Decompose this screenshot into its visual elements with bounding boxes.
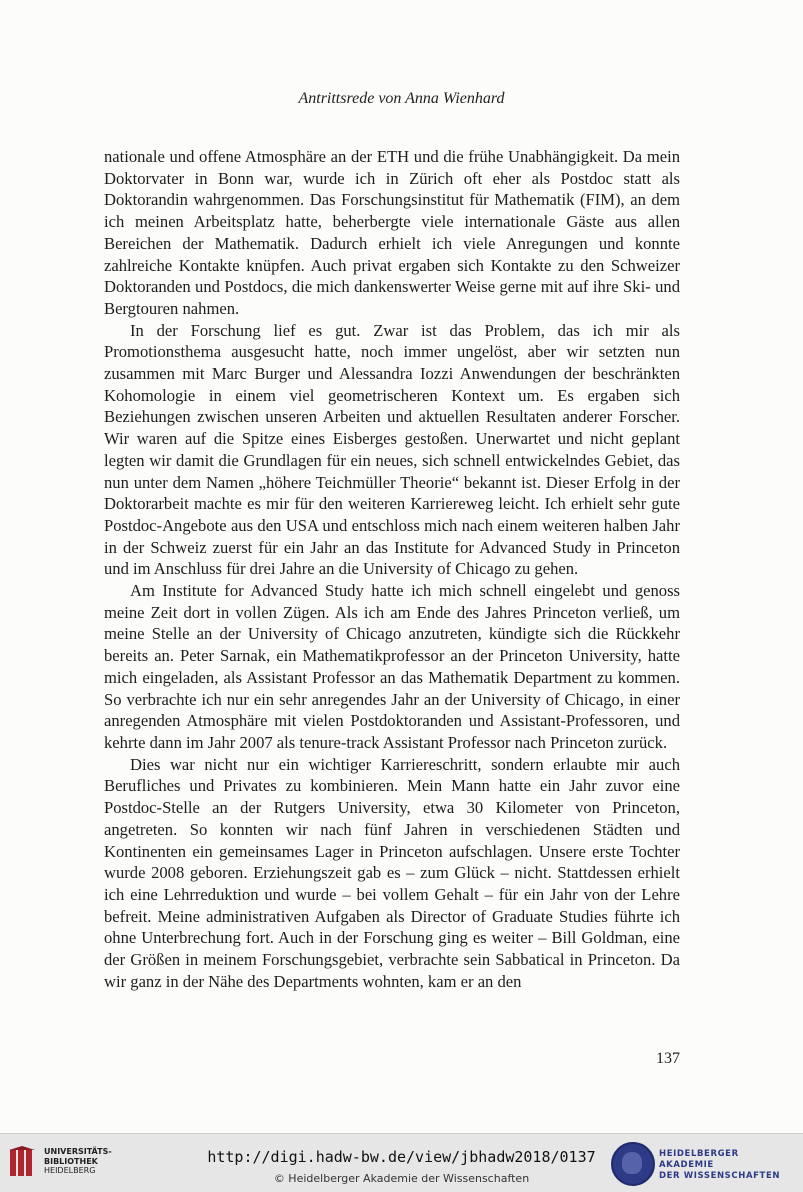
paragraph-1: nationale und offene Atmosphäre an der ETH und die frühe Unabhängigkeit. Da mein Doktorvater in Bonn war, wurde ich in Zürich oft eher als Postdoc statt als Doktorandin wahrgenommen. Das Forschungsinstitut für Mathematik (FIM), an dem ich meinen Arbeitsplatz hatte, beherbergte viele internationale Gäste aus allen Bereichen der Mathematik. Dadurch erhielt ich viele Anregungen und konnte zahlreiche Kontakte knüpfen. Auch privat ergaben sich Kontakte zu den Schweizer Doktoranden und Postdocs, die mich dankenswerter Weise gerne mit auf ihre Ski- und Bergtouren nahmen. — [104, 147, 680, 318]
running-head: Antrittsrede von Anna Wienhard — [298, 90, 505, 107]
hadw-logo[interactable] — [607, 1140, 797, 1186]
body-text — [104, 146, 680, 992]
paragraph-3: Am Institute for Advanced Study hatte ich mich schnell eingelebt und genoss meine Zeit dort in vollen Zügen. Als ich am Ende des Jahres Princeton verließ, um meine Stelle an der University of Chicago anzutreten, kündigte sich die Rückkehr bereits an. Peter Sarnak, ein Mathematikprofessor an der Princeton University, hatte mich eingeladen, als Assistant Professor an das Mathematik Department zu kommen. So verbrachte ich nur ein sehr anregendes Jahr an der University of Chicago, in einer anregenden Atmosphäre mit vielen Postdoktoranden und Assistant-Professoren, und kehrte dann im Jahr 2007 als tenure-track Assistant Professor nach Princeton zurück. — [104, 581, 680, 752]
hadw-wordmark: HEIDELBERGER AKADEMIE DER WISSENSCHAFTEN — [659, 1149, 781, 1181]
paragraph-4: Dies war nicht nur ein wichtiger Karriereschritt, sondern erlaubte mir auch Berufliches und Privates zu kombinieren. Mein Mann hatte ein Jahr zuvor eine Postdoc-Stelle an der Rutgers University, etwa 30 Kilometer von Princeton, angetreten. So konnten wir nach fünf Jahren in verschiedenen Städten und Kontinenten ein gemeinsames Lager in Princeton aufschlagen. Unsere erste Tochter wurde 2008 geboren. Erziehungszeit gab es – zum Glück – nicht. Stattdessen erhielt ich eine Lehrreduktion und wurde – bei vollem Gehalt – für ein Jahr von der Lehre befreit. Meine administrativen Aufgaben als Director of Graduate Studies führte ich ohne Unterbrechung fort. Auch in der Forschung ging es weiter – Bill Goldman, eine der Größen in meinem Forschungsgebiet, verbrachte sein Sabbatical in Princeton. Da wir ganz in der Nähe des Departments wohnten, kam er an den — [104, 754, 680, 991]
copyright-notice: © Heidelberger Akademie der Wissenschaften — [273, 1172, 530, 1185]
permalink-url[interactable]: http://digi.hadw-bw.de/view/jbhadw2018/0137 — [207, 1148, 596, 1166]
ub-heidelberg-wordmark: UNIVERSITÄTS- BIBLIOTHEK HEIDELBERG — [44, 1147, 112, 1175]
viewer-footer — [0, 1133, 803, 1192]
academy-seal-icon — [611, 1142, 655, 1186]
page-number: 137 — [656, 1050, 680, 1067]
paragraph-2: In der Forschung lief es gut. Zwar ist das Problem, das ich mir als Promotionsthema ausgesucht hatte, noch immer ungelöst, aber wir setzten nun zusammen mit Marc Burger und Alessandra Iozzi Anwendungen der beschränkten Kohomologie in einem viel geometrischeren Kontext um. Es ergaben sich Beziehungen zwischen unseren Arbeiten und aktuellen Resultaten anderer Forscher. Wir waren auf die Spitze eines Eisberges gestoßen. Unerwartet und nicht geplant legten wir damit die Grundlagen für ein neues, sich schnell entwickelndes Gebiet, das nun unter dem Namen „höhere Teichmüller Theorie“ bekannt ist. Dieser Erfolg in der Doktorarbeit machte es mir für den weiteren Karriereweg leicht. Ich erhielt sehr gute Postdoc-Angebote aus den USA und entschloss mich nach einem weiteren halben Jahr in der Schweiz zuerst für ein Jahr an das Institute for Advanced Study in Princeton und im Anschluss für drei Jahre an die University of Chicago zu gehen. — [104, 320, 680, 579]
